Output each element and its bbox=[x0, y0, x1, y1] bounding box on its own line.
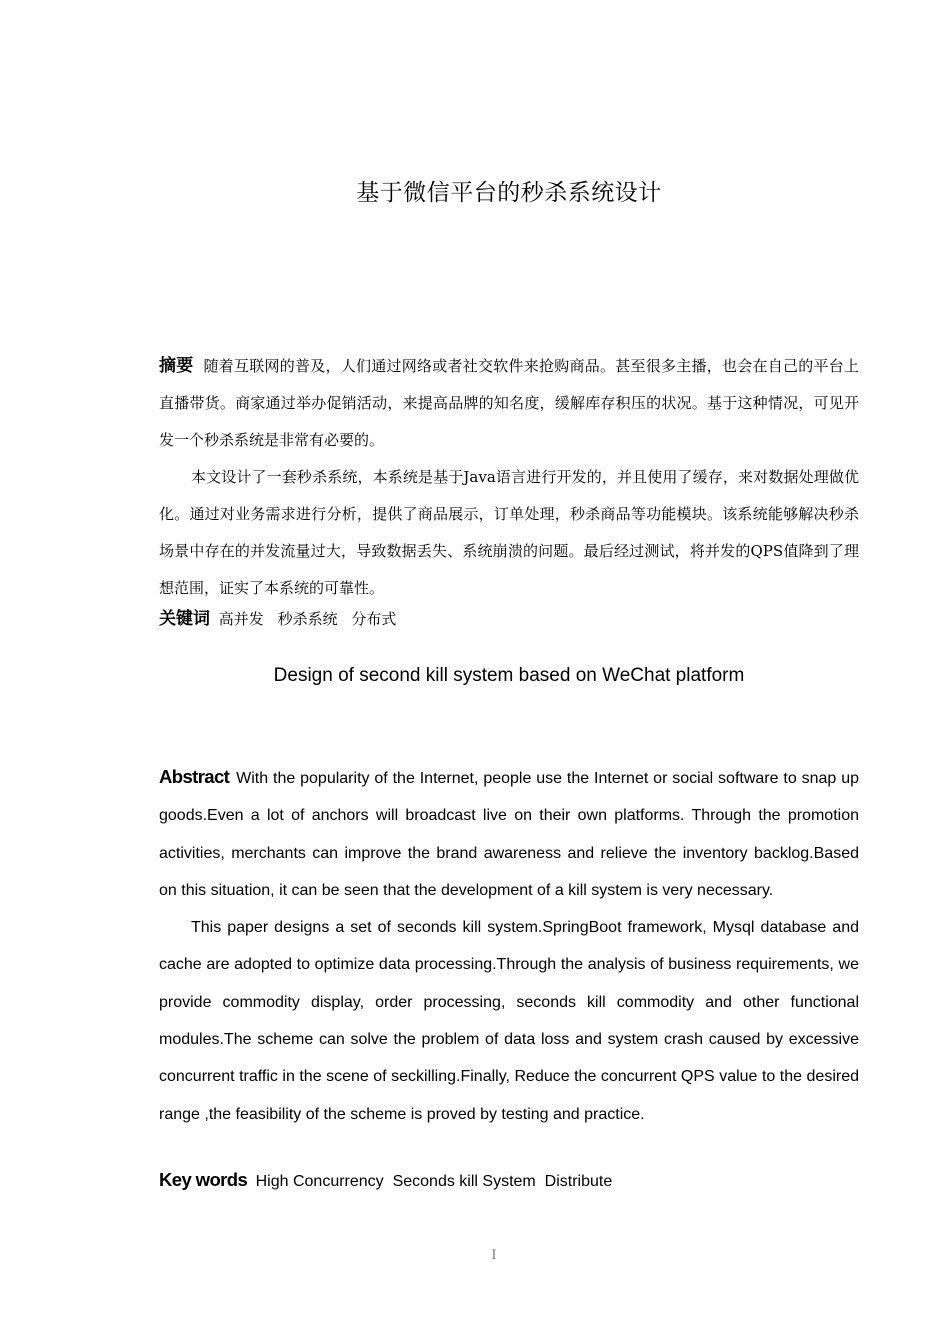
chinese-abstract-text-1: 随着互联网的普及，人们通过网络或者社交软件来抢购商品。甚至很多主播，也会在自己的平台上直播带货。商家通过举办促销活动，来提高品牌的知名度，缓解库存积压的状况。基于这种情况，可见开发一个秒杀系统是非常有必要的。 bbox=[159, 357, 859, 449]
english-keyword: Seconds kill System bbox=[392, 1173, 536, 1190]
chinese-title: 基于微信平台的秒杀系统设计 bbox=[356, 180, 662, 206]
english-keyword: Distribute bbox=[544, 1173, 613, 1190]
chinese-abstract-paragraph-1 bbox=[159, 348, 859, 459]
english-keywords bbox=[159, 1166, 859, 1196]
chinese-keyword: 高并发 bbox=[218, 610, 264, 628]
english-abstract-text-1: With the popularity of the Internet, people use the Internet or social software to snap up goods.Even a lot of anchors will broadcast live on their own platforms. Through the promotion activities, merchants can improve the brand awareness and relieve the inventory backlog.Based on this situation, it can be seen that the development of a kill system is very necessary. bbox=[159, 770, 859, 899]
chinese-keywords bbox=[159, 604, 859, 634]
chinese-abstract-paragraph-2: 本文设计了一套秒杀系统，本系统是基于Java语言进行开发的，并且使用了缓存，来对数据处理做优化。通过对业务需求进行分析，提供了商品展示，订单处理，秒杀商品等功能模块。该系统能够解决秒杀场景中存在的并发流量过大，导致数据丢失、系统崩溃的问题。最后经过测试，将并发的QPS值降到了理想范围，证实了本系统的可靠性。 bbox=[159, 468, 859, 597]
english-abstract-label: Abstract bbox=[159, 766, 230, 787]
page-number: I bbox=[491, 1248, 497, 1263]
english-abstract bbox=[159, 758, 859, 1133]
english-keyword: High Concurrency bbox=[255, 1173, 384, 1190]
chinese-abstract bbox=[159, 348, 859, 607]
chinese-keywords-label: 关键词 bbox=[159, 609, 210, 629]
english-abstract-paragraph-2: This paper designs a set of seconds kill system.SpringBoot framework, Mysql database and cache are adopted to optimize data processing.Through the analysis of business requirements, we provide commodity display, order processing, seconds kill commodity and other functional modules.The scheme can solve the problem of data loss and system crash caused by excessive concurrent traffic in the scene of seckilling.Finally, Reduce the concurrent QPS value to the desired range ,the feasibility of the scheme is proved by testing and practice. bbox=[159, 919, 859, 1123]
chinese-keyword: 分布式 bbox=[351, 610, 397, 628]
english-abstract-paragraph-1 bbox=[159, 758, 859, 909]
chinese-keyword: 秒杀系统 bbox=[277, 610, 338, 628]
english-title: Design of second kill system based on WeChat platform bbox=[273, 665, 745, 686]
chinese-abstract-label: 摘要 bbox=[159, 356, 194, 376]
english-keywords-label: Key words bbox=[159, 1169, 248, 1190]
